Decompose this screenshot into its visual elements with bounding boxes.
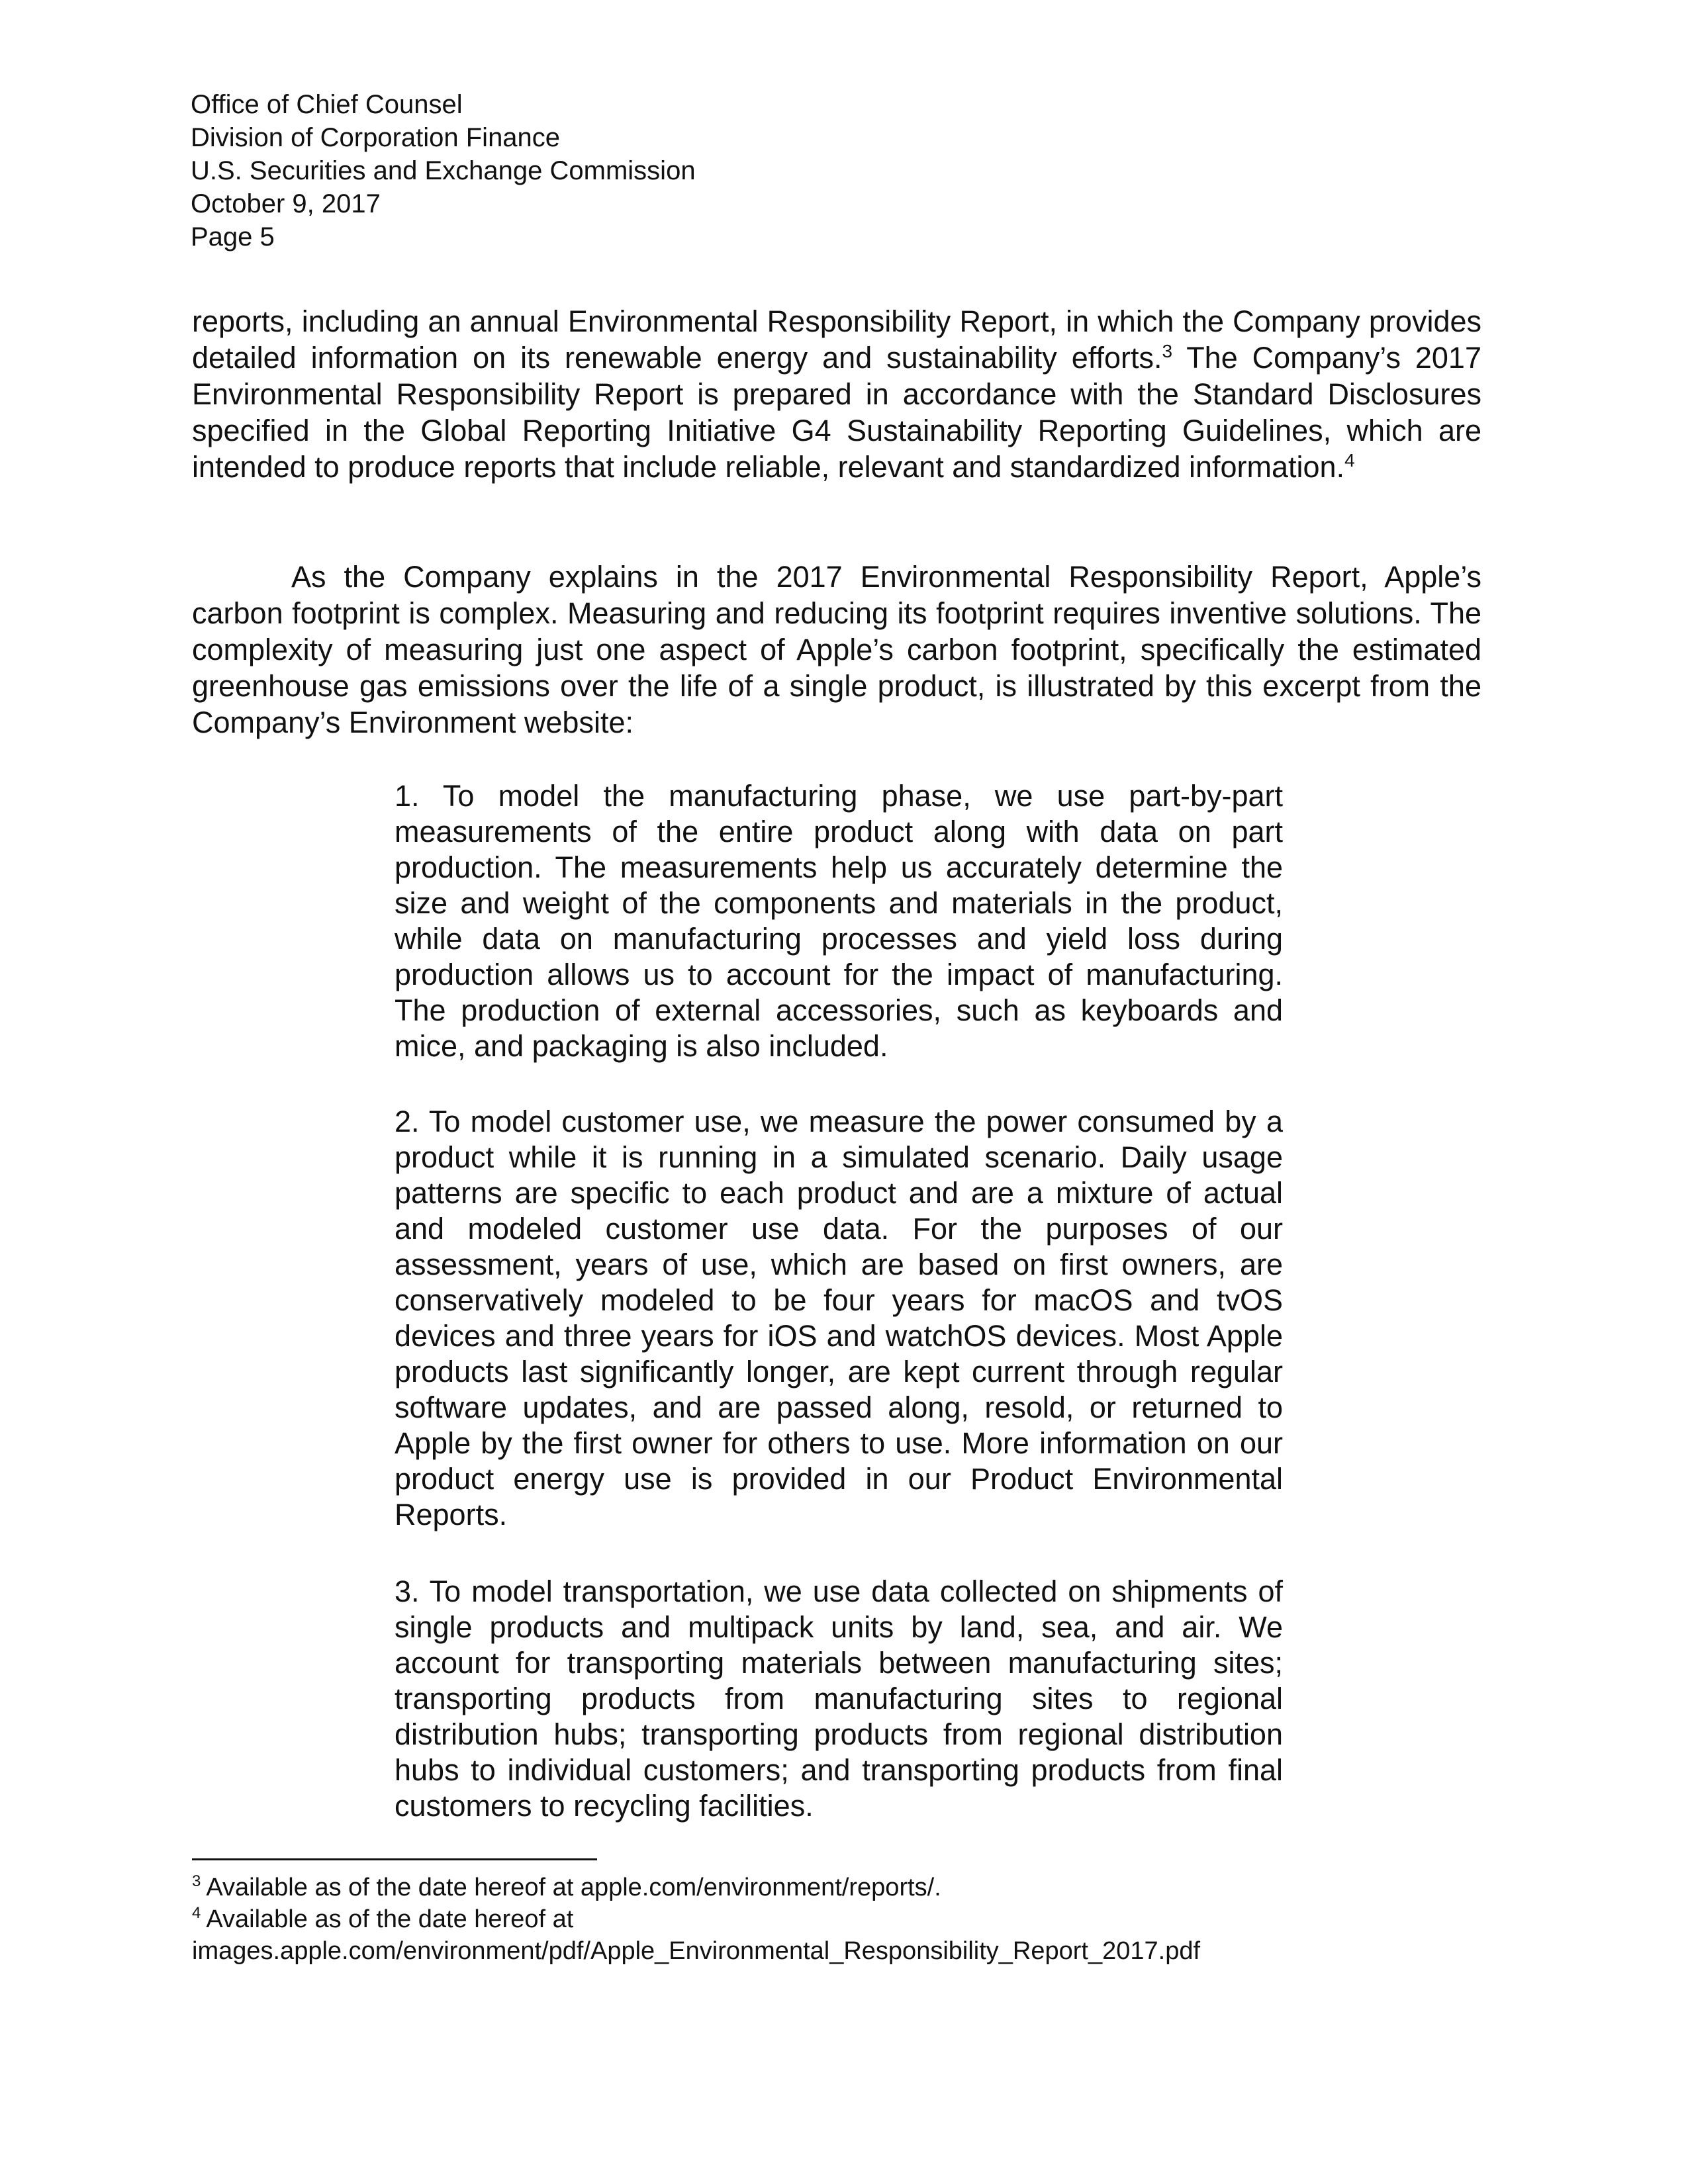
para1-text-b: The Company’s 2017 Environmental Responsibility Report is prepared in accordance with the Standard Disclosures specified in the Global Reporting Initiative G4 Sustainability Reporting Guidelines, which are intended to produce reports that include reliable, relevant and standardized information. [192, 341, 1481, 484]
footnote-4 [192, 1903, 1450, 1935]
letter-header [191, 88, 919, 253]
footnote-3-text: Available as of the date hereof at apple.com/environment/reports/. [206, 1874, 941, 1901]
footnote-4-url: images.apple.com/environment/pdf/Apple_Environmental_Responsibility_Report_2017.pdf [192, 1937, 1201, 1965]
header-date: October 9, 2017 [191, 189, 381, 218]
footnote-3 [192, 1872, 1450, 1903]
header-agency: U.S. Securities and Exchange Commission [191, 156, 696, 185]
footnote-4-marker: 4 [192, 1904, 201, 1923]
block-quote-item-1: 1. To model the manufacturing phase, we use part-by-part measurements of the entire product along with data on part production. The measurements help us accurately determine the size and weight of the components and materials in the product, while data on manufacturing processes and yield loss during production allows us to account for the impact of manufacturing. The production of external accessories, such as keyboards and mice, and packaging is also included. [395, 779, 1283, 1063]
body-paragraph-1 [192, 303, 1481, 485]
footnote-3-marker: 3 [192, 1872, 201, 1891]
header-page-number: Page 5 [191, 222, 275, 251]
footnote-4-text: Available as of the date hereof at [206, 1905, 574, 1933]
footnote-ref-4: 4 [1344, 450, 1355, 471]
body-paragraph-2: As the Company explains in the 2017 Environmental Responsibility Report, Apple’s carbon footprint is complex. Measuring and reducing its footprint requires inventive solutions. The complexity of measuring just one aspect of Apple’s carbon footprint, specifically the estimated greenhouse gas emissions over the life of a single product, is illustrated by this excerpt from the Company’s Environment website: [192, 560, 1481, 739]
para1-text-a: reports, including an annual Environmental Responsibility Report, in which the Company provides detailed information on its renewable energy and sustainability efforts. [192, 304, 1481, 375]
block-quote-item-3: 3. To model transportation, we use data collected on shipments of single products and multipack units by land, sea, and air. We account for transporting materials between manufacturing sites; transporting products from manufacturing sites to regional distribution hubs; transporting products from regional distribution hubs to individual customers; and transporting products from final customers to recycling facilities. [395, 1574, 1283, 1823]
footnote-divider [192, 1858, 597, 1860]
header-office: Office of Chief Counsel [191, 90, 463, 119]
footnotes [192, 1872, 1450, 1967]
block-quote-item-2: 2. To model customer use, we measure the power consumed by a product while it is running in a simulated scenario. Daily usage patterns are specific to each product and are a mixture of actual and modeled customer use data. For the purposes of our assessment, years of use, which are based on first owners, are conservatively modeled to be four years for macOS and tvOS devices and three years for iOS and watchOS devices. Most Apple products last significantly longer, are kept current through regular software updates, and are passed along, resold, or returned to Apple by the first owner for others to use. More information on our product energy use is provided in our Product Environmental Reports. [395, 1105, 1283, 1531]
footnote-ref-3: 3 [1162, 341, 1173, 361]
header-division: Division of Corporation Finance [191, 123, 561, 152]
